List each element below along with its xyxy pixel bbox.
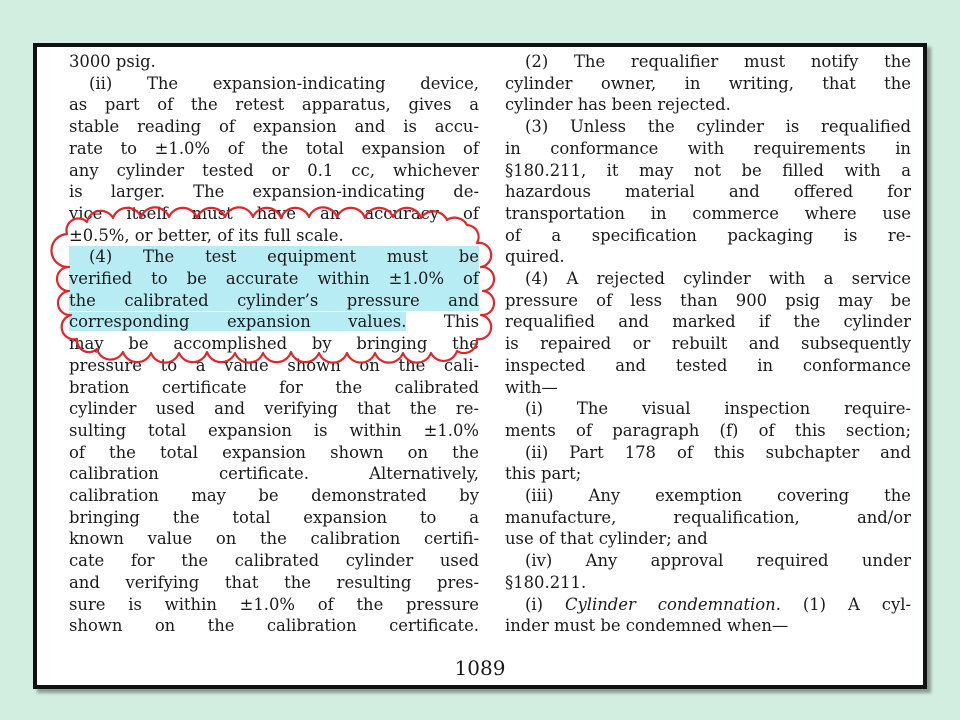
highlighted-text: corresponding expansion values. xyxy=(69,312,407,332)
text-line: is larger. The expansion-indicating de- xyxy=(69,182,479,202)
page-number: 1089 xyxy=(454,656,506,680)
text-line: in conformance with requirements in xyxy=(505,138,911,158)
text-line: this part; xyxy=(505,464,582,484)
text-line xyxy=(505,594,911,616)
text-line: bration certificate for the calibrated xyxy=(69,377,479,397)
highlighted-text-line: (4) The test equipment must be xyxy=(69,246,479,268)
italic-heading: Cylinder condemnation. xyxy=(564,594,781,614)
text-line: calibration may be demonstrated by xyxy=(69,486,479,506)
text-line: calibration certificate. Alternatively, xyxy=(69,464,479,484)
text-line: as part of the retest apparatus, gives a xyxy=(69,95,479,115)
text-line: (3) Unless the cylinder is requalified xyxy=(525,117,911,137)
text-line: pressure of less than 900 psig may be xyxy=(505,290,911,310)
text-line: cylinder owner, in writing, that the xyxy=(505,73,911,93)
right-column xyxy=(505,51,911,637)
text-line: hazardous material and offered for xyxy=(505,182,911,202)
text-line: vice itself must have an accuracy of xyxy=(69,203,479,223)
text-line: (2) The requalifier must notify the xyxy=(525,52,911,71)
text-line: with— xyxy=(505,377,558,397)
text-line: transportation in commerce where use xyxy=(505,203,911,223)
text-line: may be accomplished by bringing the xyxy=(69,334,479,354)
text-line: §180.211. xyxy=(505,572,587,592)
text-line: inspected and tested in conformance xyxy=(505,355,911,375)
text-line: inder must be condemned when— xyxy=(505,616,789,636)
text-line: cylinder used and verifying that the re- xyxy=(69,399,479,419)
text-line: pressure to a value shown on the cali- xyxy=(69,355,479,375)
text-line: shown on the calibration certificate. xyxy=(69,616,479,636)
left-column xyxy=(69,51,479,637)
text-line: 3000 psig. xyxy=(69,52,156,71)
text-line: ±0.5%, or better, of its full scale. xyxy=(69,225,344,245)
text-line: is repaired or rebuilt and subsequently xyxy=(505,334,911,354)
text-line: (i) The visual inspection require- xyxy=(525,399,911,419)
text-line: (ii) Part 178 of this subchapter and xyxy=(525,442,911,462)
text-line: quired. xyxy=(505,247,565,267)
text-line: (4) A rejected cylinder with a service xyxy=(525,269,911,289)
text-line: sulting total expansion is within ±1.0% xyxy=(69,420,479,440)
text-line: rate to ±1.0% of the total expansion of xyxy=(69,138,479,158)
text-line: §180.211, it may not be filled with a xyxy=(505,160,911,180)
text-line: (iii) Any exemption covering the xyxy=(525,486,911,506)
text-line: (ii) The expansion-indicating device, xyxy=(89,73,479,93)
text-line xyxy=(69,311,479,333)
text-line: of the total expansion shown on the xyxy=(69,442,479,462)
text-fragment: (i) xyxy=(525,594,565,614)
text-line: manufacture, requalification, and/or xyxy=(505,507,911,527)
highlighted-text-line: verified to be accurate within ±1.0% of xyxy=(69,269,479,289)
highlighted-text-line: the calibrated cylinder’s pressure and xyxy=(69,290,479,310)
text-line: and verifying that the resulting pres- xyxy=(69,572,479,592)
text-line: ments of paragraph (f) of this section; xyxy=(505,420,911,440)
text-line: bringing the total expansion to a xyxy=(69,507,479,527)
text-fragment: This xyxy=(406,312,479,332)
text-line: cylinder has been rejected. xyxy=(505,95,731,115)
text-line: cate for the calibrated cylinder used xyxy=(69,551,479,571)
text-line: stable reading of expansion and is accu- xyxy=(69,117,479,137)
document-page xyxy=(33,43,927,689)
text-fragment: (1) A cyl- xyxy=(780,594,911,614)
text-line: known value on the calibration certifi- xyxy=(69,529,479,549)
text-line: (iv) Any approval required under xyxy=(525,551,911,571)
text-line: of a specification packaging is re- xyxy=(505,225,911,245)
text-line: requalified and marked if the cylinder xyxy=(505,312,911,332)
text-line: sure is within ±1.0% of the pressure xyxy=(69,594,479,614)
text-line: use of that cylinder; and xyxy=(505,529,708,549)
text-line: any cylinder tested or 0.1 cc, whichever xyxy=(69,160,479,180)
